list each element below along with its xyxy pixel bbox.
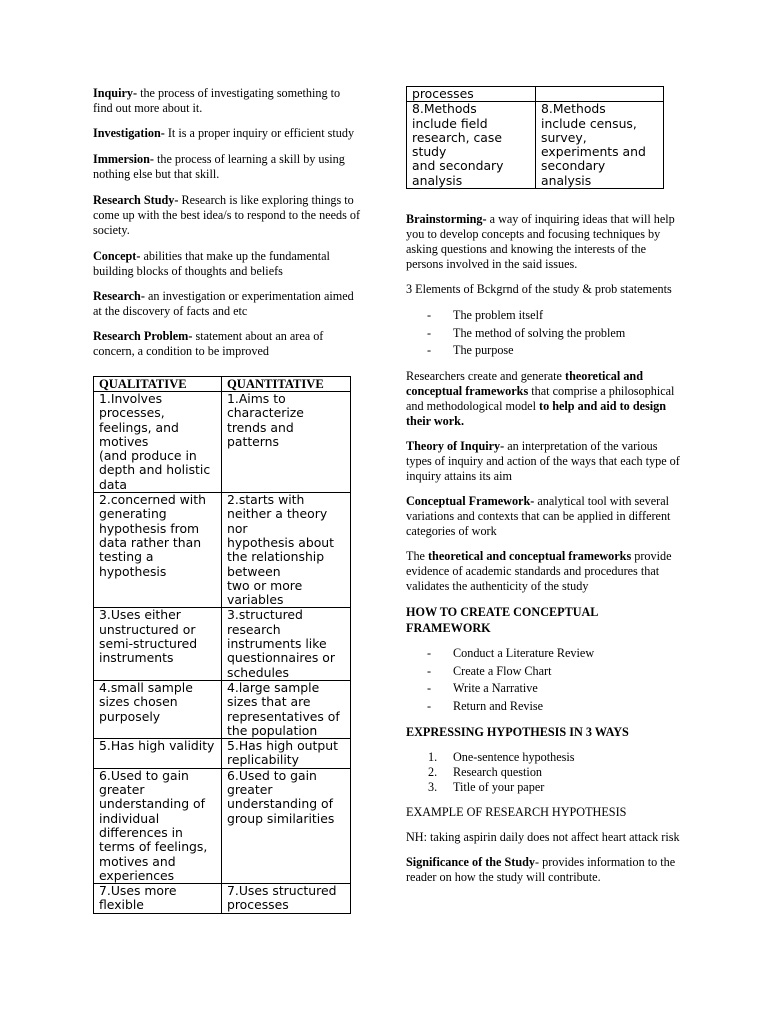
bold-text: theoretical and conceptual frameworks: [428, 549, 632, 564]
number-marker: 1.: [428, 749, 438, 764]
dash-bullet: -: [427, 325, 432, 340]
definition-research-problem: [93, 329, 361, 359]
text: Researchers create and generate: [406, 369, 566, 384]
table-row: [407, 102, 664, 189]
definition-text: an investigation or experimentation aimed at the discovery of facts and etc: [93, 289, 354, 318]
table-header-row: [94, 377, 351, 392]
table-cell: 5.Has high output replicability: [222, 739, 351, 769]
list-item: [406, 326, 680, 341]
brainstorming-paragraph: [406, 212, 680, 272]
definition-text: - provides information to the reader on how the study will contribute.: [406, 854, 676, 884]
definition-research: [93, 289, 361, 319]
definition-inquiry: [93, 86, 361, 116]
list-item-text: Research question: [453, 764, 543, 779]
list-item: [406, 765, 680, 780]
term: Research Study-: [93, 193, 179, 207]
table-cell: 5.Has high validity: [94, 739, 222, 769]
number-marker: 2.: [428, 764, 438, 779]
dash-bullet: -: [427, 343, 432, 358]
term: Concept-: [93, 249, 141, 263]
definition-text: the process of investigating something to find out more about it.: [93, 86, 341, 115]
table-cell: 2.concerned with generating hypothesis from data rather than testing a hypothesis: [94, 493, 222, 608]
definition-concept: [93, 249, 361, 279]
table-continuation: [406, 86, 664, 189]
term: Significance of the Study: [406, 854, 535, 869]
list-item-text: Title of your paper: [453, 779, 545, 794]
list-item: [406, 699, 680, 714]
table-row: [94, 768, 351, 883]
table-cell: 8.Methods include census, survey, experiments and secondary analysis: [536, 102, 664, 189]
table-cell: 6.Used to gain greater understanding of group similarities: [222, 768, 351, 883]
table-row: [94, 680, 351, 738]
dash-bullet: -: [427, 646, 432, 661]
right-column: [406, 86, 680, 885]
bold-text: theoretical and conceptual frameworks: [406, 369, 643, 399]
definition-immersion: [93, 152, 361, 182]
definition-text: abilities that make up the fundamental building blocks of thoughts and beliefs: [93, 249, 330, 278]
table-row: [94, 739, 351, 769]
table-cell: 4.small sample sizes chosen purposely: [94, 680, 222, 738]
table-row: [94, 392, 351, 493]
table-cell: 1.Aims to characterize trends and patterns: [222, 392, 351, 493]
bold-text: to help and aid to design their work.: [406, 399, 667, 429]
table-cell: processes: [407, 87, 536, 102]
list-item-text: Write a Narrative: [453, 681, 538, 696]
list-item: [406, 646, 680, 661]
definition-text: the process of learning a skill by using nothing else but that skill.: [93, 152, 345, 181]
table-cell: 6.Used to gain greater understanding of individual differences in terms of feelings, motives and experiences: [94, 768, 222, 883]
list-item: [406, 664, 680, 679]
theory-of-inquiry-paragraph: [406, 439, 680, 484]
table-cell: 1.Involves processes, feelings, and motives (and produce in depth and holistic data: [94, 392, 222, 493]
list-item: [406, 343, 680, 358]
dash-bullet: -: [427, 308, 432, 323]
text: The: [406, 549, 428, 564]
expressing-list: [406, 750, 680, 795]
table-row: [94, 608, 351, 680]
list-item-text: Conduct a Literature Review: [453, 646, 595, 661]
definition-text: statement about an area of concern, a condition to be improved: [93, 329, 324, 358]
table-cell: 3.structured research instruments like questionnaires or schedules: [222, 608, 351, 680]
table-cell: [536, 87, 664, 102]
how-to-list: [406, 646, 680, 714]
list-item: [406, 780, 680, 795]
elements-heading: 3 Elements of Bckgrnd of the study & prob statements: [406, 282, 672, 297]
table-cell: 7.Uses structured processes: [222, 884, 351, 914]
list-item-text: The problem itself: [453, 308, 544, 323]
example-heading: EXAMPLE OF RESEARCH HYPOTHESIS: [406, 804, 627, 819]
term: Immersion-: [93, 152, 154, 166]
researchers-paragraph: [406, 369, 680, 429]
definition-text: Research is like exploring things to come up with the best idea/s to respond to the needs of society.: [93, 193, 361, 237]
table-row: [407, 87, 664, 102]
qualitative-quantitative-table: [93, 376, 351, 914]
table-cell: 7.Uses more flexible: [94, 884, 222, 914]
term: Investigation-: [93, 126, 165, 140]
list-item-text: The purpose: [453, 343, 514, 358]
definition-text: a way of inquiring ideas that will help you to develop concepts and focusing techniques by asking questions and knowing the interests of the persons involved in the said issues.: [406, 212, 675, 272]
text: provide evidence of academic standards and procedures that validates the authenticity of the study: [406, 549, 672, 594]
list-item: [406, 308, 680, 323]
text: that comprise a philosophical and methodological model: [406, 384, 675, 414]
left-column: [93, 86, 361, 914]
table-row: [94, 884, 351, 914]
list-item-text: The method of solving the problem: [453, 325, 626, 340]
number-marker: 3.: [428, 779, 438, 794]
expressing-heading: EXPRESSING HYPOTHESIS IN 3 WAYS: [406, 724, 629, 739]
conceptual-framework-paragraph: [406, 494, 680, 539]
list-item-text: One-sentence hypothesis: [453, 749, 575, 764]
term: Brainstorming-: [406, 212, 487, 227]
list-item-text: Create a Flow Chart: [453, 663, 552, 678]
table-row: [94, 493, 351, 608]
term: Theory of Inquiry-: [406, 439, 505, 454]
table-cell: 2.starts with neither a theory nor hypothesis about the relationship between two or more variables: [222, 493, 351, 608]
elements-list: [406, 308, 680, 358]
dash-bullet: -: [427, 663, 432, 678]
list-item: [406, 750, 680, 765]
table-cell: 8.Methods include field research, case study and secondary analysis: [407, 102, 536, 189]
definition-text: analytical tool with several variations and contexts that can be applied in different categories of work: [406, 494, 671, 539]
definition-research-study: [93, 193, 361, 238]
term: Inquiry-: [93, 86, 138, 100]
frameworks-paragraph: [406, 549, 680, 594]
term: Research Problem-: [93, 329, 193, 343]
nh-paragraph: NH: taking aspirin daily does not affect heart attack risk: [406, 829, 680, 844]
table-cell: 4.large sample sizes that are representatives of the population: [222, 680, 351, 738]
list-item: [406, 681, 680, 696]
definition-text: an interpretation of the various types of inquiry and action of the ways that each type of inquiry attains its aim: [406, 439, 680, 484]
list-item-text: Return and Revise: [453, 698, 544, 713]
dash-bullet: -: [427, 681, 432, 696]
dash-bullet: -: [427, 698, 432, 713]
term: Conceptual Framework-: [406, 494, 535, 509]
how-to-heading: HOW TO CREATE CONCEPTUAL FRAMEWORK: [406, 605, 598, 636]
definition-investigation: [93, 126, 361, 141]
header-qualitative: QUALITATIVE: [94, 377, 222, 392]
definition-text: It is a proper inquiry or efficient study: [164, 126, 355, 140]
significance-paragraph: [406, 855, 680, 885]
table-cell: 3.Uses either unstructured or semi-structured instruments: [94, 608, 222, 680]
header-quantitative: QUANTITATIVE: [222, 377, 351, 392]
term: Research-: [93, 289, 145, 303]
